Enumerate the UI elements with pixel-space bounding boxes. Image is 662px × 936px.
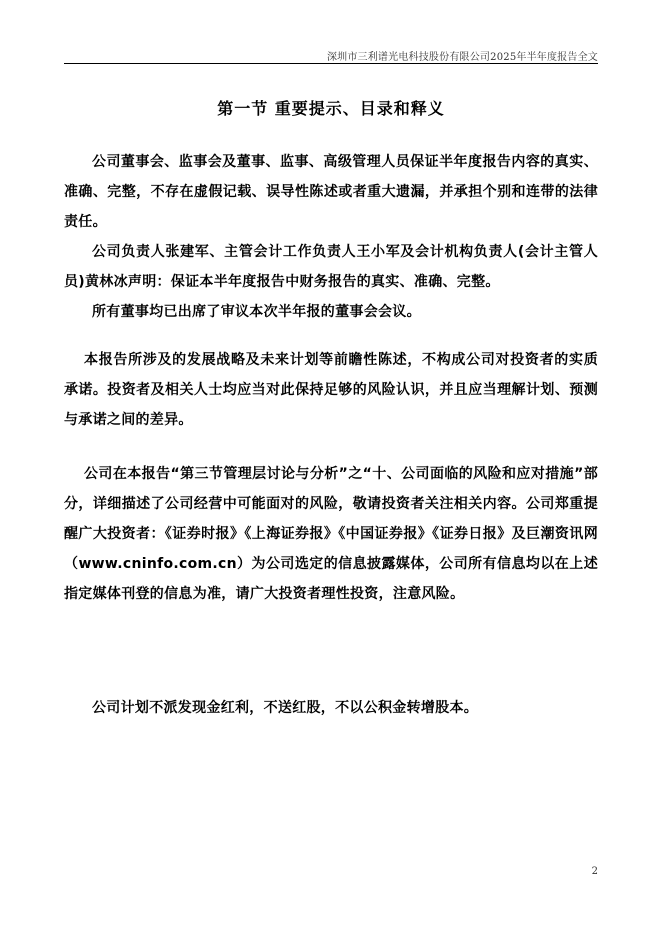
section-title: 第一节 重要提示、目录和释义 <box>217 99 445 118</box>
statement-dividend-plan: 公司计划不派发现金红利，不送红股，不以公积金转增股本。 <box>92 700 479 716</box>
page-number: 2 <box>591 866 598 877</box>
statement-risk-disclosure: 公司在本报告“第三节管理层讨论与分析”之“十、公司面临的风险和应对措施”部分，详细描述了公司经营中可能面对的风险，敬请投资者关注相关内容。公司郑重提醒广大投资者：《证券时报》《上海证券报》《中国证券报》《证券日报》及巨潮资讯网（www.cninfo.com.cn）为公司选定的信息披露媒体，公司所有信息均以在上述指定媒体刊登的信息为准，请广大投资者理性投资，注意风险。 <box>64 466 598 602</box>
statement-forward-looking: 本报告所涉及的发展战略及未来计划等前瞻性陈述，不构成公司对投资者的实质承诺。投资者及相关人士均应当对此保持足够的风险认识，并且应当理解计划、预测与承诺之间的差异。 <box>64 352 598 428</box>
header-rule <box>64 63 598 64</box>
statement-board-responsibility: 公司董事会、监事会及董事、监事、高级管理人员保证半年度报告内容的真实、准确、完整，不存在虚假记载、误导性陈述或者重大遗漏，并承担个别和连带的法律责任。 <box>64 154 598 230</box>
statement-financial-officers: 公司负责人张建军、主管会计工作负责人王小军及会计机构负责人(会计主管人员)黄林冰声明：保证本半年度报告中财务报告的真实、准确、完整。 <box>64 244 598 290</box>
running-header: 深圳市三利谱光电科技股份有限公司2025年半年度报告全文 <box>326 52 598 63</box>
statement-directors-attendance: 所有董事均已出席了审议本次半年报的董事会会议。 <box>92 304 421 320</box>
